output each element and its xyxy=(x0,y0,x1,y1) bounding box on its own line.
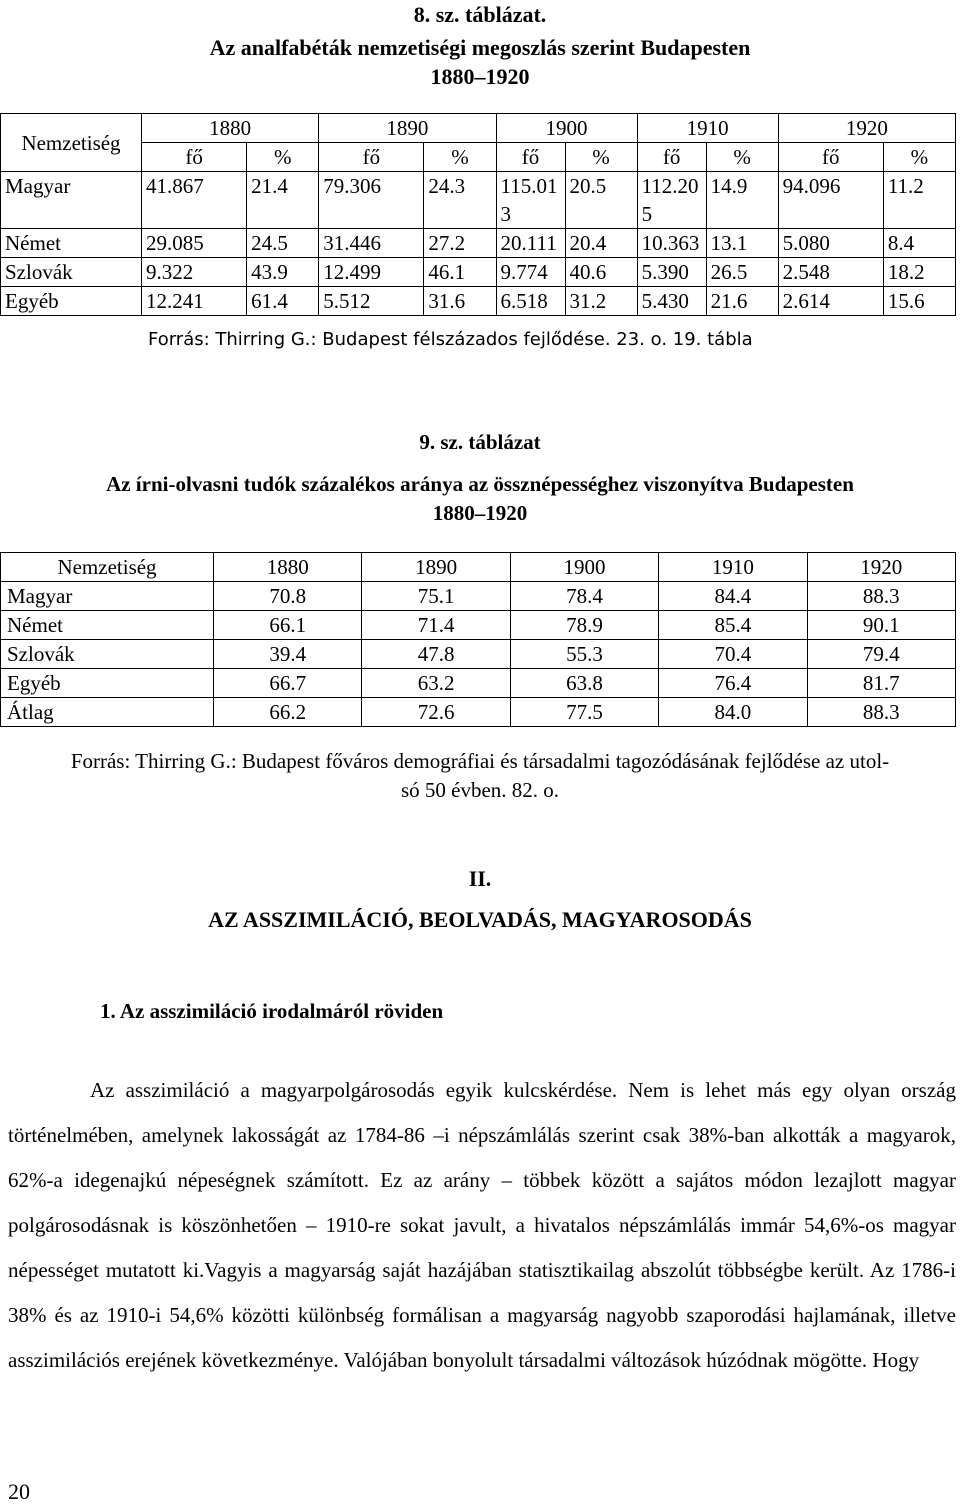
table-cell: 20.5 xyxy=(565,172,637,229)
table-cell: 76.4 xyxy=(659,669,807,698)
table-cell: 63.8 xyxy=(510,669,658,698)
row-label: Egyéb xyxy=(1,669,214,698)
table-cell: 21.4 xyxy=(247,172,319,229)
table-cell: 31.446 xyxy=(319,229,424,258)
table-cell: 12.499 xyxy=(319,258,424,287)
table-cell: 79.4 xyxy=(807,640,955,669)
subheader-cell: % xyxy=(883,143,955,172)
table-cell: 79.306 xyxy=(319,172,424,229)
table-cell: 75.1 xyxy=(362,582,510,611)
table-header-row xyxy=(1,553,956,582)
table9-source xyxy=(0,747,960,805)
table-cell: 9.322 xyxy=(142,258,247,287)
table-cell: 21.6 xyxy=(706,287,778,316)
table-cell: 20.4 xyxy=(565,229,637,258)
table-cell: 8.4 xyxy=(883,229,955,258)
table-cell: 40.6 xyxy=(565,258,637,287)
table-row xyxy=(1,611,956,640)
table-cell: 70.8 xyxy=(214,582,362,611)
table-cell: 31.2 xyxy=(565,287,637,316)
table-cell: 39.4 xyxy=(214,640,362,669)
table9-source-line: só 50 évben. 82. o. xyxy=(400,778,560,802)
section-title: 1. Az asszimiláció irodalmáról röviden xyxy=(100,999,444,1023)
table-cell: 63.2 xyxy=(362,669,510,698)
table-cell: 5.080 xyxy=(778,229,883,258)
table-cell: 47.8 xyxy=(362,640,510,669)
table9-years: 1880–1920 xyxy=(432,501,528,525)
part-number: II. xyxy=(468,866,492,891)
table-cell: 77.5 xyxy=(510,698,658,727)
table-cell: 15.6 xyxy=(883,287,955,316)
table-cell: 84.0 xyxy=(659,698,807,727)
table-cell: 2.548 xyxy=(778,258,883,287)
table-cell: 81.7 xyxy=(807,669,955,698)
subheader-cell: fő xyxy=(319,143,424,172)
table-cell: 71.4 xyxy=(362,611,510,640)
table-cell: 72.6 xyxy=(362,698,510,727)
table-cell: 94.096 xyxy=(778,172,883,229)
table-cell: 9.774 xyxy=(496,258,565,287)
table-row xyxy=(1,582,956,611)
table-row xyxy=(1,287,956,316)
header-year: 1880 xyxy=(142,114,319,143)
table-row xyxy=(1,258,956,287)
header-year: 1900 xyxy=(510,553,658,582)
subheader-cell: % xyxy=(424,143,496,172)
table-cell: 5.430 xyxy=(637,287,706,316)
subheader-cell: fő xyxy=(778,143,883,172)
header-year: 1920 xyxy=(778,114,955,143)
table-cell: 12.241 xyxy=(142,287,247,316)
header-year: 1900 xyxy=(496,114,637,143)
table-row xyxy=(1,698,956,727)
table-header-row xyxy=(1,114,956,143)
table-cell: 66.1 xyxy=(214,611,362,640)
row-label: Szlovák xyxy=(1,640,214,669)
table-cell: 10.363 xyxy=(637,229,706,258)
paragraph: Az asszimiláció a magyarpolgárosodás egyik kulcskérdése. Nem is lehet más egy olyan ország történelmében, amelynek lakosságát az 1784-86 –i népszámlálás szerint csak 38%-ban alkották a magyarok, 62%-a idegenajkú népeségnek számított. Ez az arány – többek között a sajátos módon lezajlott magyar polgárosodásnak is köszönhetően – 1910-re sokat javult, a hivatalos népszámlálás immár 54,6%-os magyar népességet mutatott ki.Vagyis a magyarság saját hazájában statisztikailag abszolút többségbe került. Az 1786-i 38% és az 1910-i 54,6% közötti különbség formálisan a magyarság nagyobb szaporodási hajlamának, illetve asszimilációs erejének következménye. Valójában bonyolult társadalmi változások húzódnak mögötte. Hogy xyxy=(8,1078,956,1372)
table-cell: 115.01 3 xyxy=(496,172,565,229)
header-nationality: Nemzetiség xyxy=(1,114,142,172)
table-cell: 14.9 xyxy=(706,172,778,229)
table-cell: 112.20 5 xyxy=(637,172,706,229)
table-cell: 18.2 xyxy=(883,258,955,287)
illiterates-table xyxy=(0,113,956,316)
header-year: 1910 xyxy=(637,114,778,143)
table9-subtitle: Az írni-olvasni tudók százalékos aránya az össznépességhez viszonyítva Budapesten xyxy=(106,472,854,496)
table-cell: 88.3 xyxy=(807,582,955,611)
table9-title: 9. sz. táblázat xyxy=(419,430,541,454)
table-row xyxy=(1,640,956,669)
table-cell: 5.512 xyxy=(319,287,424,316)
table-row xyxy=(1,172,956,229)
table9-source-line: Forrás: Thirring G.: Budapest főváros demográfiai és társadalmi tagozódásának fejlődése az utol- xyxy=(70,749,890,773)
table-cell: 24.5 xyxy=(247,229,319,258)
table-cell: 90.1 xyxy=(807,611,955,640)
table-row xyxy=(1,669,956,698)
table8-title: 8. sz. táblázat. xyxy=(413,2,547,27)
table-cell: 88.3 xyxy=(807,698,955,727)
header-year: 1910 xyxy=(659,553,807,582)
table-cell: 6.518 xyxy=(496,287,565,316)
table-cell: 66.2 xyxy=(214,698,362,727)
chapter-title: AZ ASSZIMILÁCIÓ, BEOLVADÁS, MAGYAROSODÁS xyxy=(208,907,752,932)
subheader-cell: fő xyxy=(637,143,706,172)
body-text xyxy=(8,1068,956,1383)
table-cell: 20.111 xyxy=(496,229,565,258)
page-number: 20 xyxy=(8,1479,30,1504)
header-year: 1890 xyxy=(319,114,496,143)
literacy-table xyxy=(0,552,956,727)
subheader-cell: fő xyxy=(496,143,565,172)
table8-source: Forrás: Thirring G.: Budapest félszázados fejlődése. 23. o. 19. tábla xyxy=(148,329,753,350)
subheader-cell: % xyxy=(565,143,637,172)
subheader-cell: % xyxy=(706,143,778,172)
table-cell: 29.085 xyxy=(142,229,247,258)
row-label: Átlag xyxy=(1,698,214,727)
row-label: Szlovák xyxy=(1,258,142,287)
table-subheader-row xyxy=(1,143,956,172)
table-cell: 84.4 xyxy=(659,582,807,611)
table-cell: 55.3 xyxy=(510,640,658,669)
table8-subtitle: Az analfabéták nemzetiségi megoszlás szerint Budapesten xyxy=(209,35,751,60)
subheader-cell: fő xyxy=(142,143,247,172)
table-cell: 13.1 xyxy=(706,229,778,258)
row-label: Német xyxy=(1,229,142,258)
table8-years: 1880–1920 xyxy=(430,64,530,89)
table-row xyxy=(1,229,956,258)
table-cell: 61.4 xyxy=(247,287,319,316)
table-cell: 26.5 xyxy=(706,258,778,287)
subheader-cell: % xyxy=(247,143,319,172)
header-year: 1880 xyxy=(214,553,362,582)
table-cell: 24.3 xyxy=(424,172,496,229)
header-nationality: Nemzetiség xyxy=(1,553,214,582)
table-cell: 27.2 xyxy=(424,229,496,258)
row-label: Magyar xyxy=(1,582,214,611)
table-cell: 66.7 xyxy=(214,669,362,698)
header-year: 1890 xyxy=(362,553,510,582)
row-label: Magyar xyxy=(1,172,142,229)
table-cell: 31.6 xyxy=(424,287,496,316)
table-cell: 2.614 xyxy=(778,287,883,316)
table-cell: 5.390 xyxy=(637,258,706,287)
table-cell: 70.4 xyxy=(659,640,807,669)
table-cell: 11.2 xyxy=(883,172,955,229)
table-cell: 43.9 xyxy=(247,258,319,287)
table-cell: 78.4 xyxy=(510,582,658,611)
header-year: 1920 xyxy=(807,553,955,582)
table-cell: 78.9 xyxy=(510,611,658,640)
table-cell: 85.4 xyxy=(659,611,807,640)
row-label: Egyéb xyxy=(1,287,142,316)
table-cell: 46.1 xyxy=(424,258,496,287)
row-label: Német xyxy=(1,611,214,640)
table-cell: 41.867 xyxy=(142,172,247,229)
